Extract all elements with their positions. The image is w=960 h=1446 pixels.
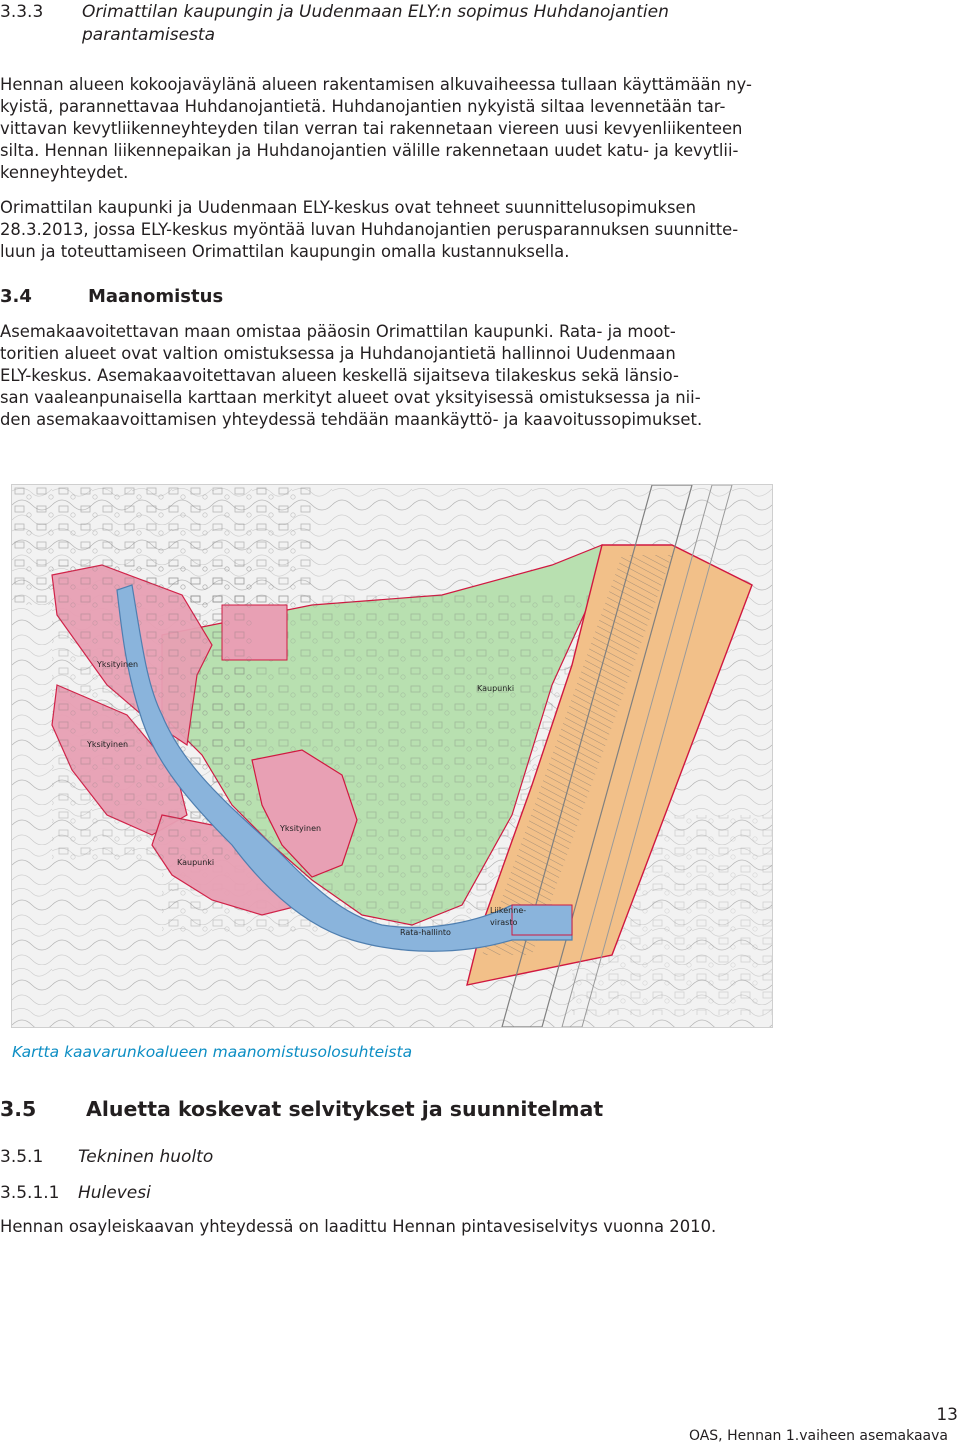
paragraph <box>0 74 808 184</box>
map-label: Kaupunki <box>177 858 215 867</box>
paragraph <box>0 321 808 431</box>
page-number: 13 <box>936 1405 958 1425</box>
text-line: ELY-keskus. Asemakaavoitettavan alueen keskellä sijaitseva tilakeskus sekä länsio- <box>0 366 679 385</box>
paragraph: Hennan osayleiskaavan yhteydessä on laadittu Hennan pintavesiselvitys vuonna 2010. <box>0 1217 717 1236</box>
section-title: Orimattilan kaupungin ja Uudenmaan ELY:n sopimus Huhdanojantien <box>82 2 669 22</box>
text-line: vittavan kevytliikenneyhteyden tilan verran tai rakennetaan viereen uusi kevyenliikenteen <box>0 119 743 138</box>
map-label: Liikenne- <box>490 906 527 915</box>
section-title: Maanomistus <box>88 286 224 307</box>
text-line: toritien alueet ovat valtion omistuksessa ja Huhdanojantietä hallinnoi Uudenmaan <box>0 344 676 363</box>
section-number: 3.3.3 <box>0 2 44 22</box>
map-label: Kaupunki <box>477 684 515 693</box>
section-title: Hulevesi <box>78 1183 151 1203</box>
text-line: kenneyhteydet. <box>0 163 129 182</box>
document-title: OAS, Hennan 1.vaiheen asemakaava <box>688 1428 948 1444</box>
text-line: silta. Hennan liikennepaikan ja Huhdanojantien välille rakennetaan uudet katu- ja kevytlii- <box>0 141 739 160</box>
map-label: virasto <box>490 918 518 927</box>
section-number: 3.4 <box>0 286 32 307</box>
text-line: Orimattilan kaupunki ja Uudenmaan ELY-keskus ovat tehneet suunnittelusopimuksen <box>0 198 696 217</box>
text-line: san vaaleanpunaisella karttaan merkityt alueet ovat yksityisessä omistuksessa ja nii- <box>0 388 701 407</box>
section-title: Aluetta koskevat selvitykset ja suunnitelmat <box>86 1097 604 1121</box>
map-image <box>12 485 772 1027</box>
text-line: 28.3.2013, jossa ELY-keskus myöntää luvan Huhdanojantien perusparannuksen suunnitte- <box>0 220 739 239</box>
paragraph <box>0 197 808 263</box>
map-label: Yksityinen <box>97 660 139 669</box>
section-number: 3.5.1 <box>0 1147 44 1167</box>
map-caption: Kartta kaavarunkoalueen maanomistusolosuhteista <box>12 1043 413 1061</box>
text-line: kyistä, parannettavaa Huhdanojantietä. Huhdanojantien nykyistä siltaa levennetään tar- <box>0 97 726 116</box>
map-label: Yksityinen <box>87 740 129 749</box>
map-label: Yksityinen <box>280 824 322 833</box>
text-line: Asemakaavoitettavan maan omistaa pääosin Orimattilan kaupunki. Rata- ja moot- <box>0 322 676 341</box>
section-title-cont: parantamisesta <box>82 25 216 45</box>
text-line: den asemakaavoittamisen yhteydessä tehdään maankäyttö- ja kaavoitussopimukset. <box>0 410 703 429</box>
section-title: Tekninen huolto <box>78 1147 214 1167</box>
text-line: luun ja toteuttamiseen Orimattilan kaupungin omalla kustannuksella. <box>0 242 570 261</box>
section-number: 3.5 <box>0 1097 37 1121</box>
section-number: 3.5.1.1 <box>0 1183 60 1203</box>
land-ownership-map <box>11 484 773 1028</box>
text-line: Hennan alueen kokoojaväylänä alueen rakentamisen alkuvaiheessa tullaan käyttämään ny- <box>0 75 752 94</box>
map-label: Rata-hallinto <box>400 928 451 937</box>
